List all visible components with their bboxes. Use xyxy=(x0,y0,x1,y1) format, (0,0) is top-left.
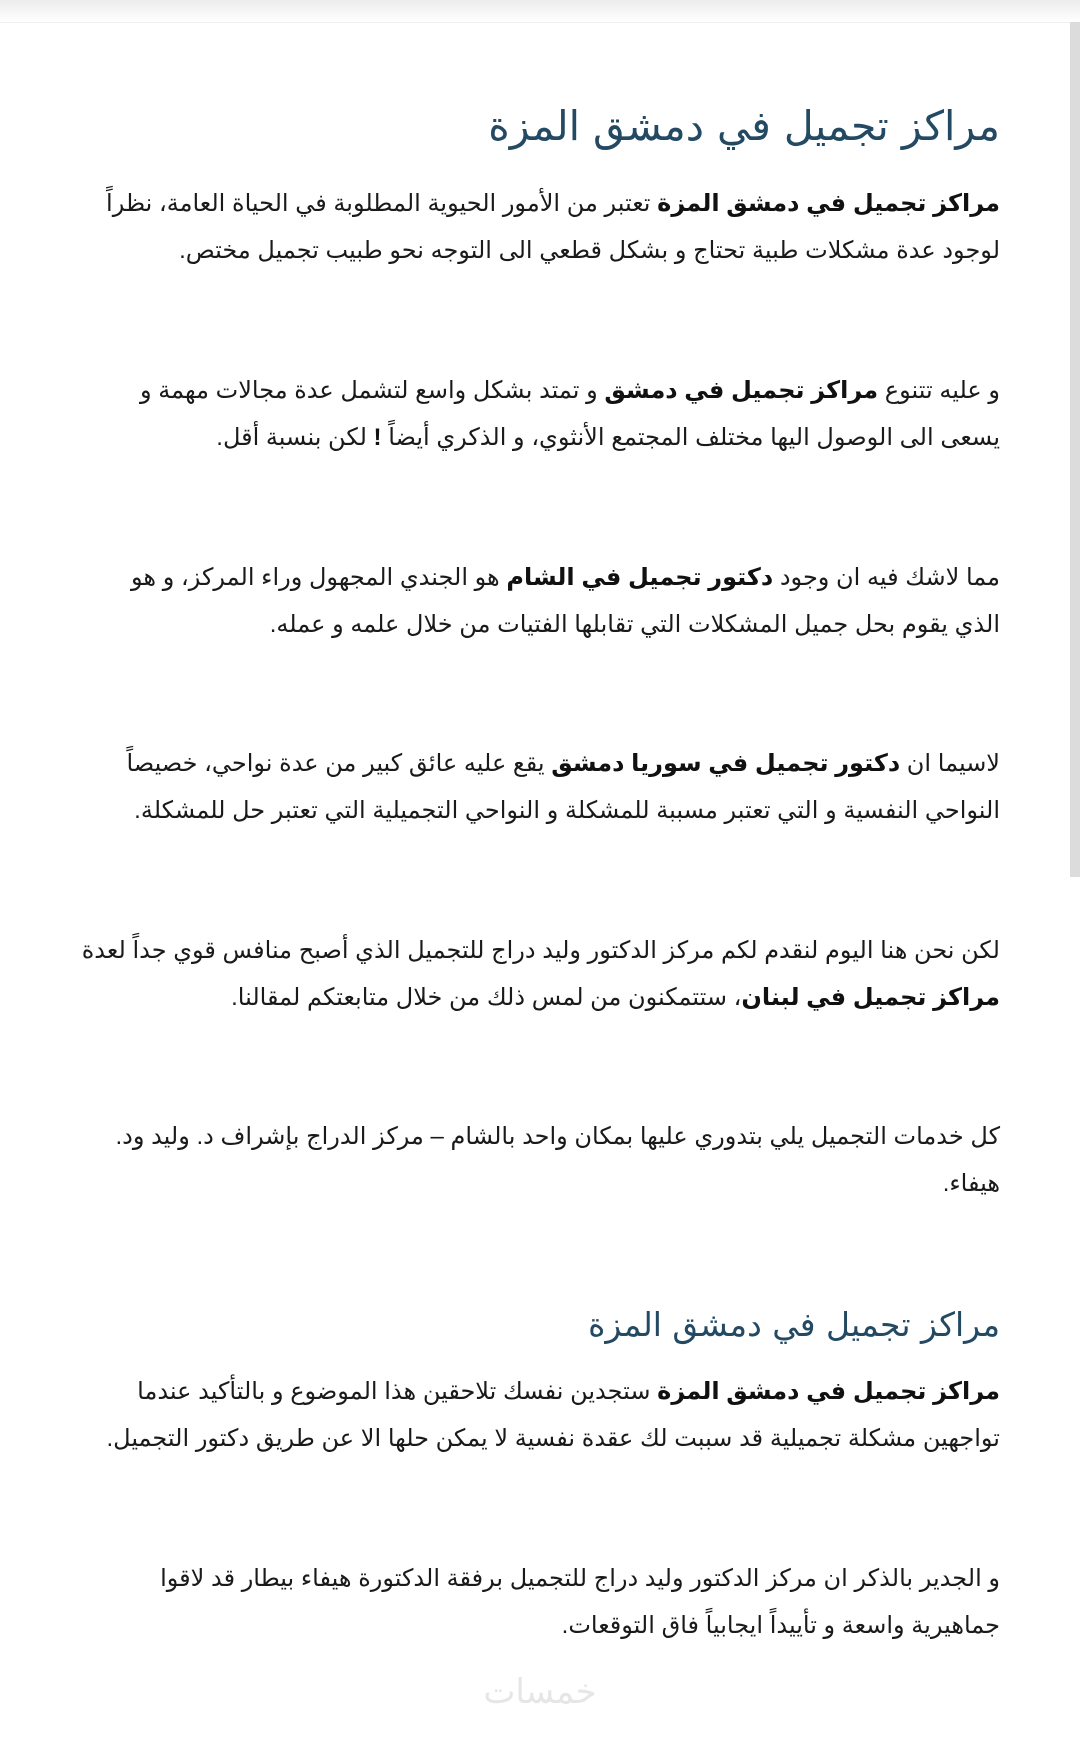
article-heading: مراكز تجميل في دمشق المزة xyxy=(488,102,1000,150)
paragraph-text: لاسيما ان xyxy=(900,750,1000,777)
paragraph-text: هو الجندي المجهول وراء المركز، و هو الذي يقوم بحل جميل المشكلات التي تقابلها الفتيات من خلال علمه و عمله. xyxy=(131,564,1000,638)
paragraph xyxy=(80,740,1000,834)
paragraph xyxy=(80,927,1000,1021)
scrollbar-thumb[interactable] xyxy=(1070,22,1080,877)
paragraph-text: و عليه تتنوع xyxy=(878,377,1000,404)
section-heading: مراكز تجميل في دمشق المزة xyxy=(588,1305,1000,1344)
paragraph-text: و تمتد بشكل واسع لتشمل عدة مجالات مهمة و يسعى الى الوصول اليها مختلف المجتمع الأنثوي، و الذكري أيضاً xyxy=(140,377,1000,451)
paragraph-text: ستجدين نفسك تلاحقين هذا الموضوع و بالتأكيد عندما تواجهين مشكلة تجميلية قد سببت لك عقدة نفسية لا يمكن حلها الا عن طريق دكتور التجميل. xyxy=(106,1378,1000,1452)
bold-keyword: مراكز تجميل في دمشق المزة xyxy=(657,190,1000,217)
paragraph xyxy=(80,1368,1000,1462)
paragraph-text: و الجدير بالذكر ان مركز الدكتور وليد دراج للتجميل برفقة الدكتورة هيفاء بيطار قد لاقوا جماهيرية واسعة و تأييداً ايجابياً فاق التوقعات. xyxy=(160,1565,1000,1639)
watermark-logo: خمسات xyxy=(483,1672,597,1712)
paragraph-text: كل خدمات التجميل يلي بتدوري عليها بمكان واحد بالشام – مركز الدراج بإشراف د. وليد ود. هيفاء. xyxy=(115,1123,1000,1197)
paragraph xyxy=(80,180,1000,274)
paragraph-text: مما لاشك فيه ان وجود xyxy=(773,564,1000,591)
paragraph xyxy=(80,554,1000,648)
paragraph-text: لكن بنسبة أقل. xyxy=(216,424,374,451)
bold-keyword: دكتور تجميل في سوريا دمشق xyxy=(551,750,901,777)
paragraph-text: ، ستتمكنون من لمس ذلك من خلال متابعتكم لمقالنا. xyxy=(231,984,742,1011)
paragraph-text: تعتبر من الأمور الحيوية المطلوبة في الحياة العامة، نظراً لوجود عدة مشكلات طبية تحتاج و بشكل قطعي الى التوجه نحو طبيب تجميل مختص. xyxy=(106,190,1000,264)
paragraph xyxy=(80,367,1000,461)
bold-keyword: مراكز تجميل في دمشق المزة xyxy=(657,1378,1000,1405)
paragraph-text: يقع عليه عائق كبير من عدة نواحي، خصيصاً النواحي النفسية و التي تعتبر مسببة للمشكلة و النواحي التجميلية التي تعتبر حل للمشكلة. xyxy=(126,750,1000,824)
paragraph-text: لكن نحن هنا اليوم لنقدم لكم مركز الدكتور وليد دراج للتجميل الذي أصبح منافس قوي جداً لعدة xyxy=(81,937,1000,964)
bold-exclamation: ! xyxy=(373,424,382,451)
bold-keyword: مراكز تجميل في دمشق xyxy=(604,377,879,404)
bold-keyword: دكتور تجميل في الشام xyxy=(506,564,774,591)
paragraph xyxy=(80,1555,1000,1649)
paragraph xyxy=(80,1113,1000,1207)
top-bar-shadow xyxy=(0,0,1080,23)
bold-keyword: مراكز تجميل في لبنان xyxy=(741,984,1000,1011)
